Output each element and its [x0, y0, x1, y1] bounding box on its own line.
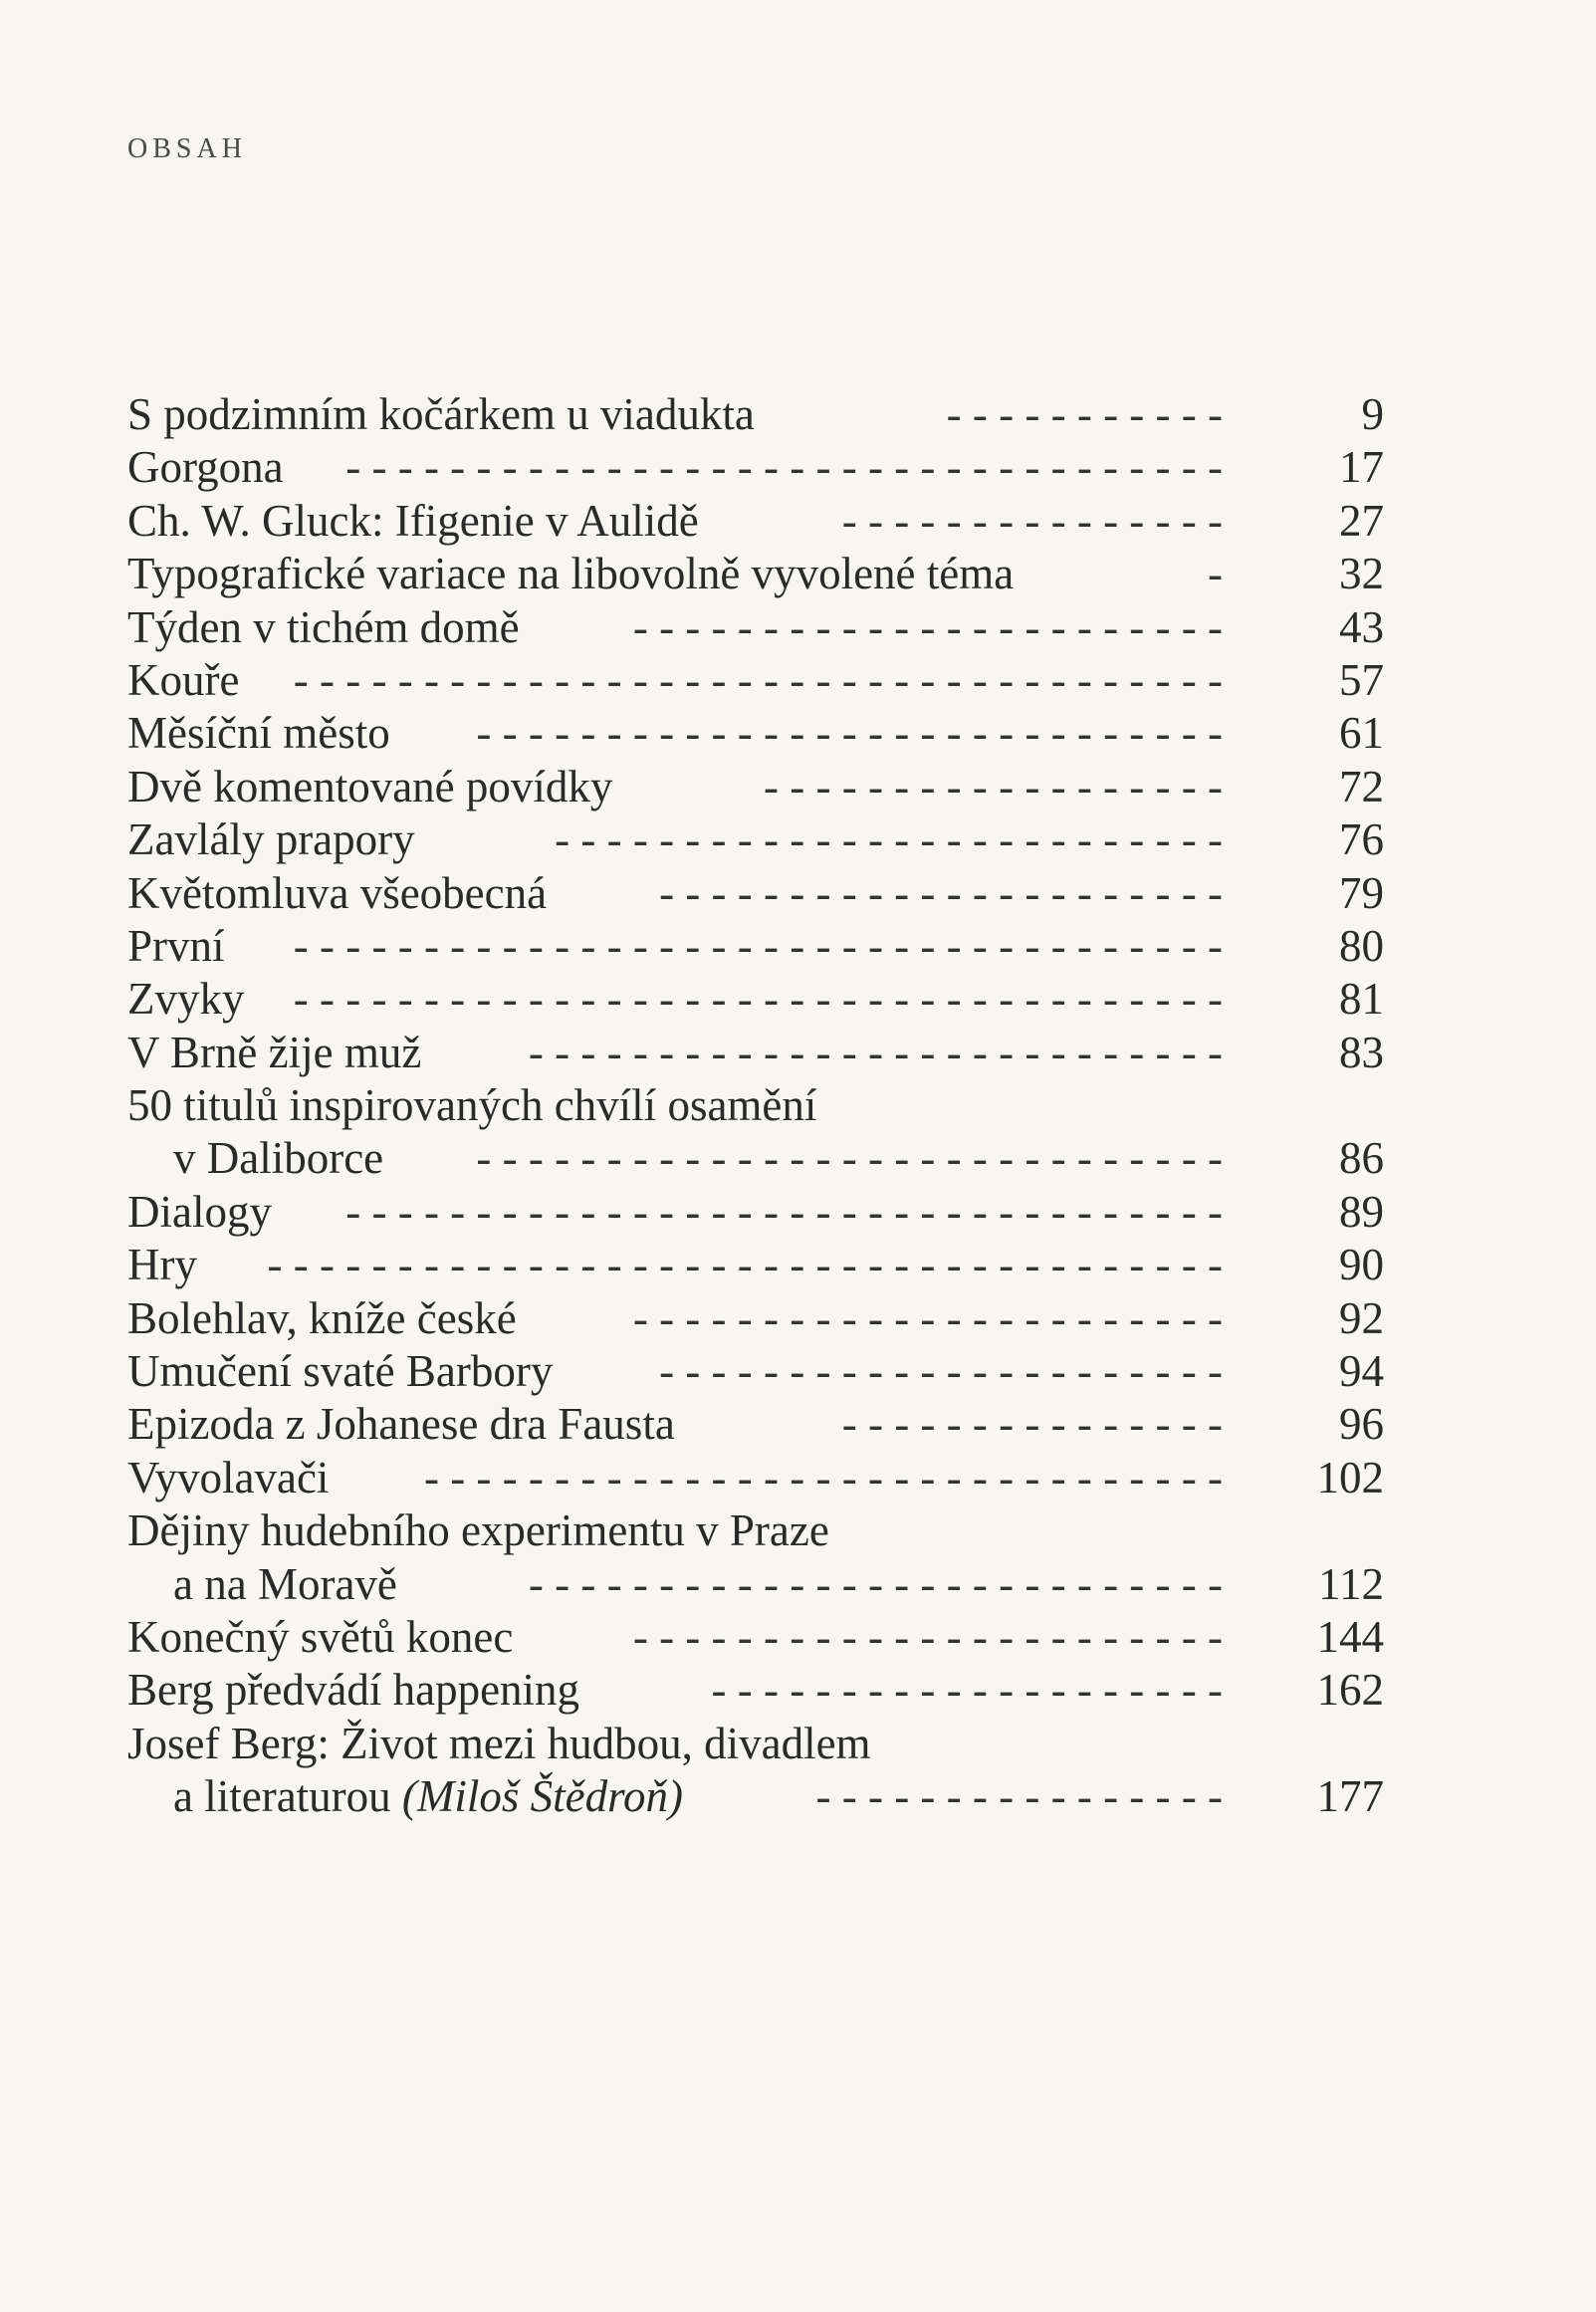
toc-entry — [127, 1664, 1384, 1717]
toc-entry-title — [127, 1718, 871, 1770]
toc-entry — [127, 1770, 1384, 1823]
toc-entry — [127, 1452, 1384, 1504]
toc-entry-title-text: S podzimním kočárkem u viadukta — [127, 389, 755, 439]
toc-page-number: 112 — [1318, 1558, 1384, 1609]
toc-leader-dashes: - - - - - - - - - - - - - - - - - - - - - - - - - - - - - - - - - - — [345, 442, 1223, 493]
toc-leader-dashes: - - - - - - - - - - - - - - - - - - - - - - - - - - - — [528, 1558, 1223, 1609]
toc-page-number: 102 — [1316, 1452, 1384, 1503]
toc-page-number: 79 — [1339, 867, 1384, 918]
toc-entry-title-text: Týden v tichém domě — [127, 601, 520, 652]
toc-entry — [127, 1345, 1384, 1398]
toc-leader-dashes: - - - - - - - - - - - - - - - — [841, 495, 1223, 546]
toc-entry — [127, 973, 1384, 1026]
toc-entry-title — [127, 761, 612, 813]
toc-entry-title — [127, 495, 699, 548]
toc-entry-title-text: Dvě komentované povídky — [127, 761, 613, 811]
toc-entry-title-text: Berg předvádí happening — [127, 1665, 580, 1716]
toc-leader-dashes: - - - - - - - - - - - - - - - - - - - - — [711, 1665, 1223, 1716]
toc-entry-title — [127, 1186, 272, 1239]
toc-page-number: 90 — [1339, 1240, 1384, 1290]
toc-leader-dashes: - - - - - - - - - - - - - - - - - - - - - - - - - - - - - - - — [423, 1452, 1223, 1503]
toc-entry — [127, 495, 1384, 548]
toc-entry-title-text: Zvyky — [127, 974, 245, 1025]
toc-leader-dashes: - - - - - - - - - - - - - - - - - - - - - - - - - - - — [528, 1027, 1223, 1077]
toc-leader-dashes: - - - - - - - - - - - - - - - - - - - - - - — [659, 867, 1223, 918]
toc-page-number: 96 — [1339, 1399, 1384, 1450]
toc-page-number: 76 — [1339, 814, 1384, 865]
toc-entry-title-text: Josef Berg: Život mezi hudbou, divadlem — [127, 1718, 871, 1768]
toc-entry-title-text: Květomluva všeobecná — [127, 867, 548, 918]
toc-entry-title-text: Bolehlav, kníže české — [127, 1292, 517, 1343]
toc-page-number: 177 — [1316, 1771, 1384, 1822]
page-header: OBSAH — [127, 133, 247, 164]
toc-leader-dashes: - - - - - - - - - - - - - - - - - - - - - - - - - - — [555, 814, 1223, 865]
toc-leader-dashes: - - - - - - - - - - - - - - - - - - - - - - — [659, 1346, 1223, 1397]
toc-page-number: 80 — [1339, 920, 1384, 971]
toc-entry-title-text: Kouře — [127, 654, 240, 705]
toc-entry — [127, 388, 1384, 441]
toc-leader-dashes: - - - - - - - - - - - - - - - - - - - - - - - — [632, 1611, 1223, 1662]
toc-entry-title-text: Konečný světů konec — [127, 1611, 514, 1662]
toc-entry-title-text: Umučení svaté Barbory — [127, 1346, 554, 1397]
toc-entry-title-text: Dialogy — [127, 1186, 272, 1237]
toc-entry-title — [127, 1079, 816, 1132]
toc-entry — [127, 1132, 1384, 1185]
toc-page-number: 32 — [1339, 549, 1384, 599]
toc-entry-title-text: V Brně žije muž — [127, 1027, 422, 1077]
toc-entry-title — [127, 1345, 553, 1398]
toc-entry-title — [127, 1239, 197, 1291]
toc-page-number: 17 — [1339, 442, 1384, 493]
toc-entry-title — [127, 867, 547, 920]
toc-entry-title-text: Ch. W. Gluck: Ifigenie v Aulidě — [127, 495, 699, 546]
toc-entry — [127, 1239, 1384, 1291]
toc-entry-title — [127, 548, 1014, 600]
toc-page-number: 162 — [1316, 1665, 1384, 1716]
toc-entry — [127, 761, 1384, 813]
toc-entry-title-text: První — [127, 920, 225, 971]
toc-leader-dashes: - - - - - - - - - - - - - - - - - - - - - - - — [632, 601, 1223, 652]
toc-entry-title-text: Dějiny hudebního experimentu v Praze — [127, 1505, 829, 1556]
toc-leader-dashes: - - - - - - - - - - - - - - - - - - - - - - - - - - - - - - - - - - - - — [293, 920, 1223, 971]
toc-entry-title — [127, 1504, 829, 1557]
toc-leader-dashes: - - - - - - - - - - - - - - - — [841, 1399, 1223, 1450]
toc-leader-dashes: - - - - - - - - - - - - - - - - - - - - - - - - - - - - - - - - - - - - — [293, 654, 1223, 705]
toc-entry-author: (Miloš Štědroň) — [401, 1771, 683, 1822]
toc-entry — [127, 1079, 1384, 1132]
toc-page-number: 92 — [1339, 1292, 1384, 1343]
toc-leader-dashes: - — [1208, 549, 1223, 599]
toc-entry — [127, 1186, 1384, 1239]
toc-page-number: 81 — [1339, 974, 1384, 1025]
toc-leader-dashes: - - - - - - - - - - - - - - - - - - - - - - - - - - - - - - - - - - — [345, 1186, 1223, 1237]
toc-entry — [127, 707, 1384, 760]
toc-entry — [127, 867, 1384, 920]
toc-entry-title — [127, 601, 520, 654]
toc-page-number: 57 — [1339, 654, 1384, 705]
toc-entry-title — [127, 813, 415, 866]
toc-entry — [127, 548, 1384, 600]
toc-entry-title — [127, 654, 239, 707]
toc-page-number: 94 — [1339, 1346, 1384, 1397]
toc-entry — [127, 1504, 1384, 1557]
toc-page-number: 61 — [1339, 708, 1384, 759]
toc-entry-title — [173, 1558, 397, 1611]
toc-entry — [127, 1611, 1384, 1664]
toc-leader-dashes: - - - - - - - - - - - - - - - - - - - - - - - - - - - - - - - - - - - - - — [267, 1240, 1223, 1290]
toc-leader-dashes: - - - - - - - - - - - - - - - - — [815, 1771, 1223, 1822]
toc-page-number: 89 — [1339, 1186, 1384, 1237]
toc-leader-dashes: - - - - - - - - - - - - - - - - - - - - - - - - - - - - - — [476, 1133, 1223, 1184]
toc-entry-title — [127, 1027, 421, 1079]
toc-entry-title — [127, 973, 245, 1026]
toc-entry-title — [127, 388, 755, 441]
toc-entry-title-text: a na Moravě — [173, 1558, 397, 1609]
toc-entry-title-text: Hry — [127, 1240, 197, 1290]
toc-entry — [127, 441, 1384, 494]
toc-page-number: 86 — [1339, 1133, 1384, 1184]
toc-entry — [127, 601, 1384, 654]
toc-page-number: 27 — [1339, 495, 1384, 546]
toc-leader-dashes: - - - - - - - - - - - - - - - - - - — [764, 761, 1223, 811]
toc-entry-title — [127, 441, 284, 494]
toc-entry-title — [127, 1664, 579, 1717]
toc-entry-title — [127, 1398, 675, 1451]
toc-entry-title-text: Epizoda z Johanese dra Fausta — [127, 1399, 675, 1450]
toc-entry — [127, 1027, 1384, 1079]
toc-entry-title-text: Vyvolavači — [127, 1452, 330, 1503]
toc-entry-title — [173, 1132, 383, 1185]
toc-entry-title — [127, 920, 225, 973]
toc-entry-title-text: Zavlály prapory — [127, 814, 415, 865]
toc-page-number: 72 — [1339, 761, 1384, 811]
toc-page-number: 43 — [1339, 601, 1384, 652]
table-of-contents — [127, 388, 1384, 1824]
toc-entry-title — [127, 707, 390, 760]
toc-entry-title-text: 50 titulů inspirovaných chvílí osamění — [127, 1080, 817, 1131]
toc-entry-title — [127, 1452, 329, 1504]
toc-leader-dashes: - - - - - - - - - - - - - - - - - - - - - - - - - - - - - — [476, 708, 1223, 759]
toc-page-number: 9 — [1361, 389, 1384, 439]
toc-entry-title — [173, 1770, 683, 1823]
toc-leader-dashes: - - - - - - - - - - - - - - - - - - - - - - - - - - - - - - - - - - - - — [293, 974, 1223, 1025]
toc-leader-dashes: - - - - - - - - - - - — [946, 389, 1223, 439]
toc-entry-title-text: a literaturou — [173, 1771, 391, 1822]
toc-entry-title-text: Typografické variace na libovolně vyvolené téma — [127, 549, 1015, 599]
toc-entry — [127, 920, 1384, 973]
toc-entry-title-text: Měsíční město — [127, 708, 390, 759]
toc-leader-dashes: - - - - - - - - - - - - - - - - - - - - - - - — [632, 1292, 1223, 1343]
toc-entry-title-text: v Daliborce — [173, 1133, 384, 1184]
toc-entry — [127, 1718, 1384, 1770]
toc-page-number: 144 — [1316, 1611, 1384, 1662]
toc-entry-title — [127, 1292, 517, 1345]
toc-entry — [127, 1398, 1384, 1451]
toc-entry-title-text: Gorgona — [127, 442, 284, 493]
toc-entry — [127, 654, 1384, 707]
toc-entry — [127, 813, 1384, 866]
toc-entry — [127, 1558, 1384, 1611]
toc-entry-title — [127, 1611, 513, 1664]
toc-page-number: 83 — [1339, 1027, 1384, 1077]
toc-entry — [127, 1292, 1384, 1345]
